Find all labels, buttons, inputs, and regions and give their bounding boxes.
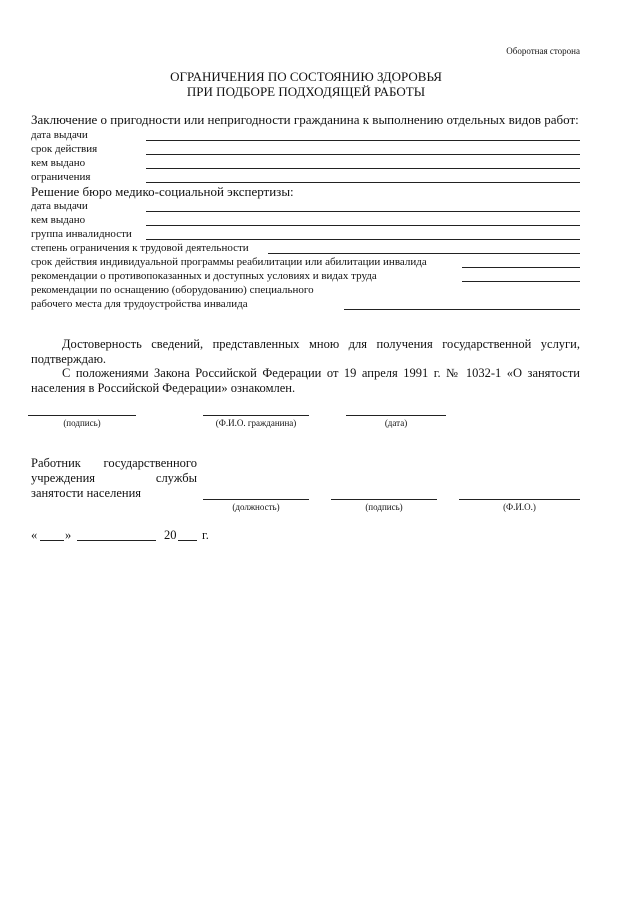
mse-disability-group-field[interactable]	[146, 239, 580, 240]
conclusion-validity-label: срок действия	[31, 143, 98, 155]
employee-label-line2: учреждения службы	[31, 471, 197, 485]
mse-rehab-program-field[interactable]	[462, 267, 580, 268]
mse-issue-date-label: дата выдачи	[31, 200, 88, 212]
employee-position-field[interactable]	[203, 499, 309, 500]
confirmation-p2-line1: С положениями Закона Российской Федерации от 19 апреля 1991 г. № 1032-1 «О занятости	[62, 366, 580, 380]
employee-position-caption: (должность)	[232, 502, 280, 512]
mse-work-conditions-field[interactable]	[462, 281, 580, 282]
mse-work-restriction-field[interactable]	[268, 253, 580, 254]
reverse-side-note: Оборотная сторона	[506, 46, 580, 56]
date-day-field[interactable]	[40, 540, 64, 541]
employee-signature-field[interactable]	[331, 499, 437, 500]
conclusion-issue-date-field[interactable]	[146, 140, 580, 141]
mse-equipment-label-2: рабочего места для трудоустройства инвалида	[31, 298, 248, 310]
mse-work-restriction-label: степень ограничения к трудовой деятельности	[31, 242, 249, 254]
confirmation-p1-line1: Достоверность сведений, представленных мною для получения государственной услуги,	[62, 337, 580, 351]
conclusion-issuer-label: кем выдано	[31, 157, 86, 169]
date-open-quote: «	[31, 528, 38, 542]
date-close-quote: »	[65, 528, 72, 542]
citizen-signature-field[interactable]	[28, 415, 136, 416]
date-year-suffix: г.	[202, 528, 209, 542]
conclusion-restrictions-label: ограничения	[31, 171, 91, 183]
employee-name-caption: (Ф.И.О.)	[503, 502, 536, 512]
date-year-field[interactable]	[178, 540, 197, 541]
mse-equipment-field[interactable]	[344, 309, 580, 310]
confirmation-p2-line2: населения в Российской Федерации» ознакомлен.	[31, 381, 296, 395]
mse-heading: Решение бюро медико-социальной экспертизы:	[31, 184, 294, 199]
mse-issue-date-field[interactable]	[146, 211, 580, 212]
mse-issuer-label: кем выдано	[31, 214, 86, 226]
title-line-2: ПРИ ПОДБОРЕ ПОДХОДЯЩЕЙ РАБОТЫ	[186, 84, 426, 99]
mse-issuer-field[interactable]	[146, 225, 580, 226]
conclusion-issuer-field[interactable]	[146, 168, 580, 169]
date-month-field[interactable]	[77, 540, 156, 541]
citizen-date-caption: (дата)	[384, 418, 408, 428]
mse-equipment-label-1: рекомендации по оснащению (оборудованию) специального	[31, 284, 314, 296]
employee-label-line1: Работник государственного	[31, 456, 197, 470]
date-year-prefix: 20	[164, 528, 177, 542]
employee-name-field[interactable]	[459, 499, 580, 500]
title-line-1: ОГРАНИЧЕНИЯ ПО СОСТОЯНИЮ ЗДОРОВЬЯ	[170, 69, 442, 84]
citizen-date-field[interactable]	[346, 415, 446, 416]
mse-work-conditions-label: рекомендации о противопоказанных и доступных условиях и видах труда	[31, 270, 377, 282]
conclusion-validity-field[interactable]	[146, 154, 580, 155]
citizen-signature-caption: (подпись)	[63, 418, 101, 428]
mse-rehab-program-label: срок действия индивидуальной программы реабилитации или абилитации инвалида	[31, 256, 427, 268]
citizen-name-field[interactable]	[203, 415, 309, 416]
mse-disability-group-label: группа инвалидности	[31, 228, 132, 240]
conclusion-heading: Заключение о пригодности или непригодности гражданина к выполнению отдельных видов работ:	[31, 112, 579, 127]
conclusion-issue-date-label: дата выдачи	[31, 129, 88, 141]
conclusion-restrictions-field[interactable]	[146, 182, 580, 183]
employee-signature-caption: (подпись)	[365, 502, 403, 512]
employee-label-line3: занятости населения	[31, 486, 142, 500]
citizen-name-caption: (Ф.И.О. гражданина)	[215, 418, 297, 428]
confirmation-p1-line2: подтверждаю.	[31, 352, 107, 366]
